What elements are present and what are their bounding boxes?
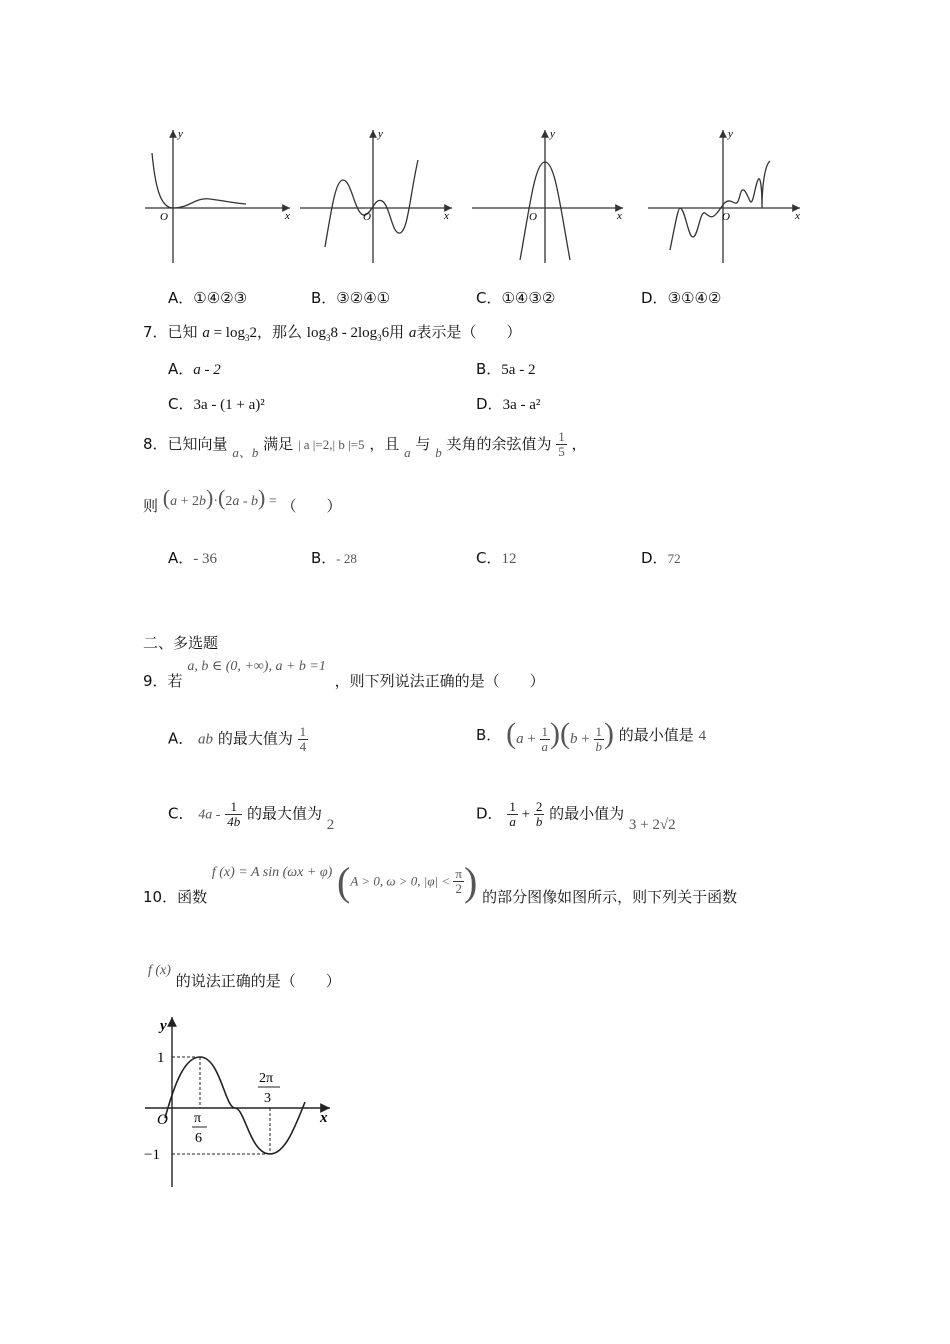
q8-b: b xyxy=(435,445,442,460)
q8-text5: 夹角的余弦值为 xyxy=(446,435,552,453)
q7-expression: $\log_38 - 2\log_36$ xyxy=(306,325,390,343)
q8-frac-den: 5 xyxy=(558,444,565,459)
q9-option-c-text: 的最大值为 xyxy=(247,804,323,823)
q9-tail: ，则下列说法正确的是（ ） xyxy=(334,672,545,690)
q8-option-b-value: - 28 xyxy=(336,551,357,566)
q8-option-a-letter: A． xyxy=(168,549,194,567)
q7-option-a-text: a - 2 xyxy=(193,362,221,378)
q7-number: 7． xyxy=(143,323,168,341)
q10-y-label: y xyxy=(160,1018,167,1034)
q10-axes xyxy=(145,1017,330,1187)
q7-condition: $a = \log_32$ xyxy=(202,325,257,343)
graph-4-x-label: x xyxy=(795,210,800,222)
q6-option-c-text: ①④③② xyxy=(501,289,556,307)
q10-x-label: x xyxy=(320,1110,328,1126)
q8-option-c-letter: C． xyxy=(476,549,502,567)
q8-line2-pre: 则 xyxy=(143,497,159,515)
q7-option-c[interactable] xyxy=(168,393,265,414)
q7-option-b-letter: B． xyxy=(476,360,502,378)
q8-option-d[interactable] xyxy=(641,547,681,568)
q8-comma: ， xyxy=(571,435,587,453)
q10-graph xyxy=(140,1012,350,1192)
q9-option-a-expr: ab xyxy=(198,731,214,748)
graph-2 xyxy=(300,130,452,263)
q8-option-b[interactable] xyxy=(311,547,357,568)
q9-option-c-fraction xyxy=(225,800,242,828)
q9-option-a[interactable] xyxy=(168,725,308,753)
q10-tail: 的部分图像如图所示，则下列关于函数 xyxy=(482,888,738,906)
q8-number: 8． xyxy=(143,435,168,453)
q10-condition: A > 0, ω > 0, |φ| < xyxy=(350,873,451,889)
q9-option-d-frac2: $\frac{2}{b}$ xyxy=(535,799,543,829)
q10-line2-func: f (x) xyxy=(148,963,171,978)
q6-option-c[interactable] xyxy=(476,287,555,308)
q7-mid: ，那么 xyxy=(256,323,302,341)
q8-a: a xyxy=(404,445,411,460)
q8-option-c[interactable] xyxy=(476,547,516,568)
graph-1-y-label: y xyxy=(178,128,183,140)
q9-option-a-text: 的最大值为 xyxy=(217,729,293,748)
graph-3-x-label: x xyxy=(617,210,622,222)
q9-option-b-value: 4 xyxy=(698,727,707,744)
q10-2pi3-num: 2π xyxy=(259,1071,274,1086)
q9-option-d[interactable]: D． $\frac{1}{a}$ + $\frac{2}{b}$ 的最小值为 3 + 2√2 xyxy=(476,799,676,833)
q9-c-num: 1 xyxy=(225,800,242,815)
q9-option-b[interactable] xyxy=(476,717,706,754)
q8-text2: 满足 xyxy=(263,435,294,453)
q6-option-c-letter: C． xyxy=(476,289,502,307)
q8-option-c-value: 12 xyxy=(501,551,517,567)
q7-option-d-text: 3a - a² xyxy=(502,397,541,413)
graph-1-x-label: x xyxy=(285,210,290,222)
q7-post: 用 xyxy=(389,323,405,341)
q7-stem xyxy=(143,321,521,343)
q7-option-a[interactable] xyxy=(168,358,221,379)
q10-origin: O xyxy=(157,1112,168,1128)
q6-option-a-text: ①④②③ xyxy=(193,289,248,307)
q8-line2-post: （ ） xyxy=(281,497,342,515)
q9-option-a-fraction xyxy=(298,725,309,753)
q6-option-d[interactable] xyxy=(641,287,721,308)
q7-option-b-text: 5a - 2 xyxy=(501,362,536,378)
graph-4-origin: O xyxy=(722,211,730,223)
q9-option-b-text: 的最小值是 xyxy=(618,725,694,744)
q10-pi6-den: 6 xyxy=(195,1131,202,1146)
q8-vectors: a、b xyxy=(232,445,259,460)
q6-option-a-letter: A． xyxy=(168,289,194,307)
q8-stem xyxy=(143,424,587,465)
q10-dashes xyxy=(172,1057,270,1154)
q8-expression: (a + 2b)·(2a - b) = xyxy=(162,485,277,510)
graph-3-origin: O xyxy=(529,211,537,223)
graph-1 xyxy=(145,130,290,263)
q9-a-num: 1 xyxy=(299,724,307,739)
q9-c-den: 4b xyxy=(227,813,241,829)
q10-line2 xyxy=(148,958,341,990)
q8-condition: | a |=2,| b |=5 xyxy=(297,437,365,452)
q8-text1: 已知向量 xyxy=(167,435,228,453)
q6-option-b[interactable] xyxy=(311,287,390,308)
q9-option-d-letter: D． xyxy=(476,804,503,823)
q9-option-a-letter: A． xyxy=(168,729,194,748)
graph-2-origin: O xyxy=(363,211,371,223)
q10-pi-fraction xyxy=(453,867,464,895)
q9-condition: a, b ∈ (0, +∞), a + b =1 xyxy=(187,659,326,674)
q10-sine-curve xyxy=(165,1057,305,1154)
q9-option-d-value: 3 + 2√2 xyxy=(628,816,676,833)
q7-var: a xyxy=(408,325,417,341)
q8-option-a[interactable] xyxy=(168,547,217,568)
q10-stem xyxy=(143,858,737,905)
q7-option-c-text: 3a - (1 + a)² xyxy=(193,397,265,413)
q9-option-d-text: 的最小值为 xyxy=(549,804,625,823)
q8-option-d-value: 72 xyxy=(667,551,681,566)
q8-line2 xyxy=(143,485,342,515)
q7-option-d-letter: D． xyxy=(476,395,503,413)
q6-option-b-letter: B． xyxy=(311,289,337,307)
graph-4 xyxy=(648,130,800,263)
q9-stem xyxy=(143,654,545,690)
q10-pi6-num: π xyxy=(194,1111,202,1126)
graph-4-y-label: y xyxy=(728,128,733,140)
q10-function: f (x) = A sin (ωx + φ) xyxy=(211,865,333,880)
q9-option-c-expr: 4a - xyxy=(198,807,221,823)
q9-option-c-value: 2 xyxy=(326,816,335,833)
graph-3 xyxy=(472,130,623,263)
q8-option-d-letter: D． xyxy=(641,549,668,567)
q8-text3: ，且 xyxy=(369,435,400,453)
q9-option-b-expr: (a + $\frac{1}{a}$ )(b + $\frac{1}{b}$ ) xyxy=(506,717,615,755)
graph-2-x-label: x xyxy=(444,210,449,222)
q10-pi-den: 2 xyxy=(455,881,462,896)
graph-3-y-label: y xyxy=(550,128,555,140)
q9-a-den: 4 xyxy=(299,738,307,754)
q6-option-d-letter: D． xyxy=(641,289,668,307)
q10-pi-num: π xyxy=(455,866,462,882)
q6-option-b-text: ③②④① xyxy=(336,289,391,307)
q8-frac-num: 1 xyxy=(558,429,565,445)
q10-condition-wrap: (A > 0, ω > 0, |φ| < $\frac{\pi}{2}$ ) xyxy=(337,859,478,904)
q8-text4: 与 xyxy=(415,435,431,453)
q7-option-d[interactable] xyxy=(476,393,540,414)
q7-option-b[interactable] xyxy=(476,358,535,379)
q7-option-c-letter: C． xyxy=(168,395,194,413)
q6-graphs xyxy=(140,125,810,265)
q10-line2-tail: 的说法正确的是（ ） xyxy=(175,972,341,990)
q9-option-b-letter: B． xyxy=(476,725,502,744)
q9-option-d-frac1: $\frac{1}{a}$ xyxy=(509,799,516,829)
q6-option-a[interactable] xyxy=(168,287,247,308)
q10-number: 10．函数 xyxy=(143,888,208,906)
q9-option-c[interactable] xyxy=(168,799,335,833)
q7-pre: 已知 xyxy=(167,323,198,341)
q9-option-c-letter: C． xyxy=(168,804,194,823)
q7-tail: 表示是（ ） xyxy=(416,323,522,341)
q7-option-a-letter: A． xyxy=(168,360,194,378)
q10-one: 1 xyxy=(157,1050,165,1066)
graph-1-origin: O xyxy=(160,211,168,223)
q10-neg-one: −1 xyxy=(144,1147,160,1163)
q8-option-a-value: - 36 xyxy=(193,551,218,567)
q9-number: 9．若 xyxy=(143,672,183,690)
q8-option-b-letter: B． xyxy=(311,549,337,567)
q8-cos-fraction xyxy=(556,430,567,458)
q6-option-d-text: ③①④② xyxy=(667,289,722,307)
graph-2-y-label: y xyxy=(378,128,383,140)
q10-2pi3-den: 3 xyxy=(264,1091,271,1106)
section-title: 二、多选题 xyxy=(143,634,219,652)
